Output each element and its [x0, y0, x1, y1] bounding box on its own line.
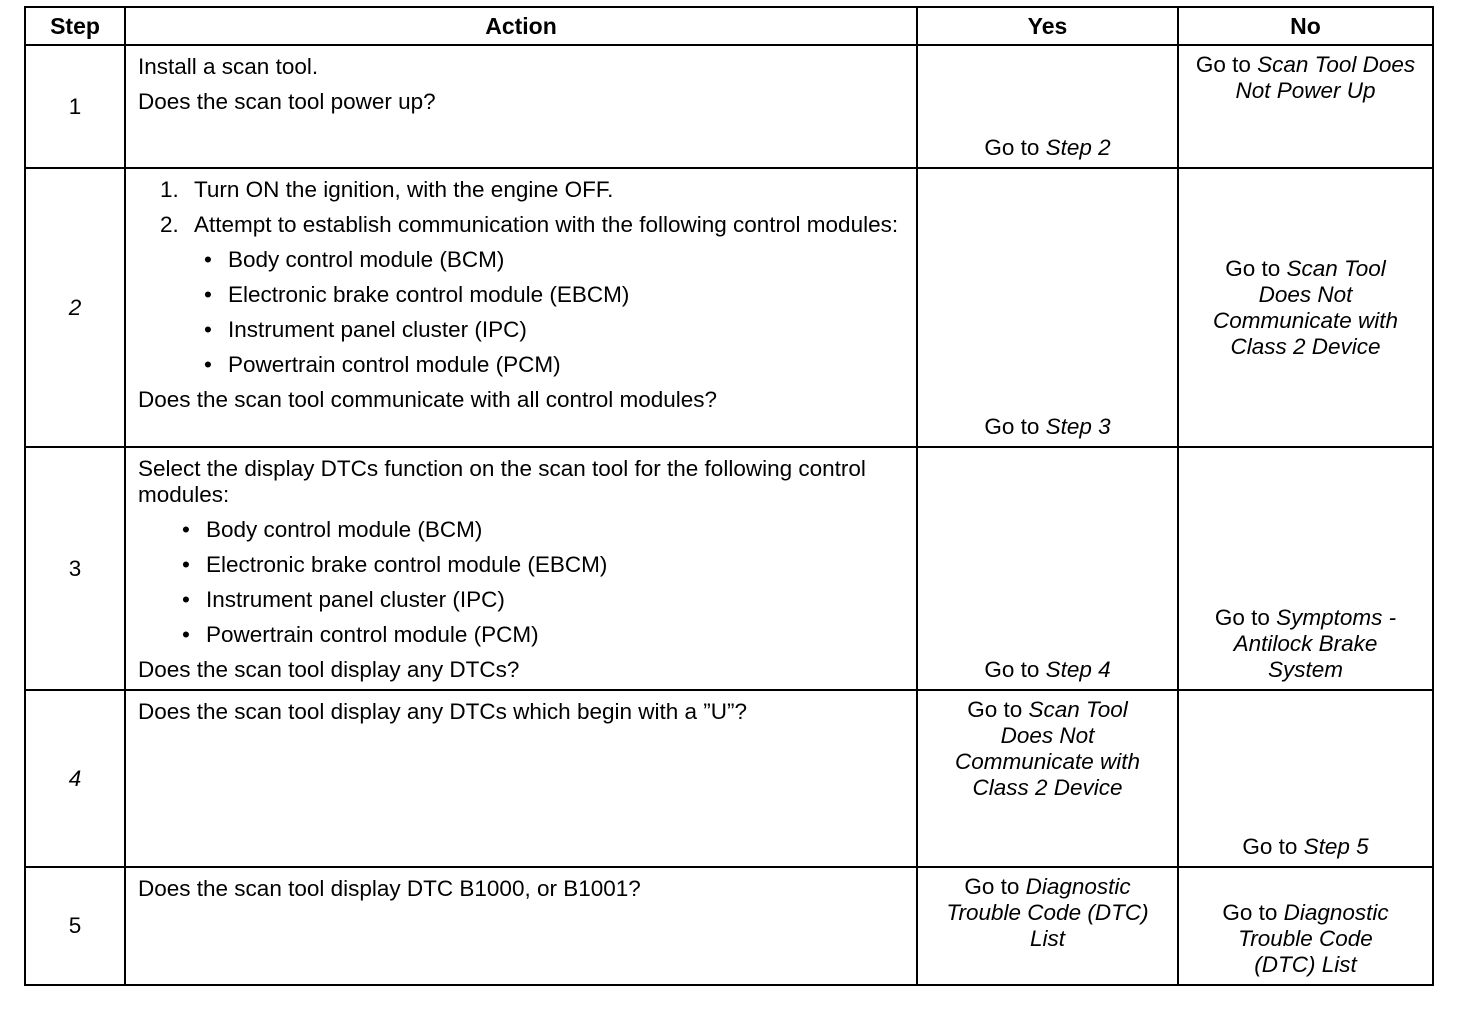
- bullet-item: [204, 282, 906, 308]
- yes-cell: [917, 45, 1178, 168]
- action-question: Does the scan tool power up?: [138, 89, 436, 114]
- diagnostic-table: [24, 6, 1434, 986]
- bullet-text: Powertrain control module (PCM): [228, 352, 561, 378]
- item-text: Attempt to establish communication with the following control modules:: [194, 212, 899, 238]
- header-row: [25, 7, 1433, 45]
- step-number: 1: [25, 45, 125, 168]
- bullet-icon: •: [182, 586, 190, 612]
- table-row: [25, 45, 1433, 168]
- bullet-icon: •: [204, 317, 212, 343]
- action-question: Does the scan tool display any DTCs which begin with a ”U”?: [138, 699, 748, 725]
- action-text: Select the display DTCs function on the scan tool for the following control modules:: [138, 455, 866, 507]
- bullet-text: Instrument panel cluster (IPC): [206, 586, 505, 612]
- action-question: Does the scan tool display any DTCs?: [138, 656, 520, 682]
- item-number: 1.: [160, 177, 179, 203]
- bullet-icon: •: [182, 516, 190, 542]
- bullet-item: [182, 622, 906, 648]
- bullet-item: [182, 552, 906, 578]
- bullet-item: [182, 517, 906, 543]
- yes-cell: [917, 690, 1178, 866]
- yes-ref: Step 2: [1045, 135, 1111, 161]
- header-action: Action: [125, 7, 917, 45]
- yes-ref: Step 4: [1045, 657, 1111, 683]
- bullet-icon: •: [204, 247, 212, 273]
- action-question: Does the scan tool communicate with all control modules?: [138, 387, 718, 413]
- bullet-text: Body control module (BCM): [206, 516, 483, 542]
- yes-prefix: Go to: [984, 413, 1040, 439]
- yes-ref: Scan Tool Does Not Communicate with Class 2 Device: [954, 697, 1141, 801]
- bullet-text: Instrument panel cluster (IPC): [228, 317, 527, 343]
- yes-prefix: Go to: [964, 873, 1020, 899]
- bullet-text: Powertrain control module (PCM): [206, 621, 539, 647]
- bullet-item: [204, 247, 906, 273]
- bullet-icon: •: [204, 282, 212, 308]
- no-cell: [1178, 447, 1433, 691]
- bullet-icon: •: [182, 621, 190, 647]
- bullet-item: [204, 352, 906, 378]
- bullet-text: Body control module (BCM): [228, 247, 505, 273]
- item-number: 2.: [160, 212, 179, 238]
- no-prefix: Go to: [1242, 833, 1298, 859]
- action-cell: [125, 690, 917, 866]
- no-prefix: Go to: [1195, 52, 1251, 77]
- bullet-item: [182, 587, 906, 613]
- no-prefix: Go to: [1225, 255, 1281, 281]
- step-number: 4: [25, 690, 125, 866]
- action-cell: [125, 45, 917, 168]
- bullet-icon: •: [204, 352, 212, 378]
- numbered-item: [160, 212, 906, 238]
- no-ref: Scan Tool Does Not Communicate with Class 2 Device: [1212, 255, 1399, 359]
- bullet-text: Electronic brake control module (EBCM): [228, 282, 630, 308]
- yes-prefix: Go to: [967, 697, 1023, 723]
- numbered-item: [160, 177, 906, 203]
- yes-ref: Step 3: [1045, 413, 1111, 439]
- yes-cell: [917, 447, 1178, 691]
- table-row: [25, 168, 1433, 447]
- no-ref: Scan Tool Does Not Power Up: [1235, 52, 1416, 103]
- no-ref: Symptoms - Antilock Brake System: [1233, 605, 1397, 683]
- yes-prefix: Go to: [984, 135, 1040, 161]
- yes-cell: [917, 867, 1178, 985]
- no-cell: [1178, 45, 1433, 168]
- step-number: 2: [25, 168, 125, 447]
- action-cell: [125, 447, 917, 691]
- step-number: 5: [25, 867, 125, 985]
- yes-cell: [917, 168, 1178, 447]
- no-cell: [1178, 168, 1433, 447]
- header-yes: Yes: [917, 7, 1178, 45]
- no-prefix: Go to: [1222, 900, 1278, 925]
- item-text: Turn ON the ignition, with the engine OFF.: [194, 177, 614, 203]
- table-row: [25, 867, 1433, 985]
- table-row: [25, 447, 1433, 691]
- bullet-item: [204, 317, 906, 343]
- yes-prefix: Go to: [984, 657, 1040, 683]
- action-cell: [125, 168, 917, 447]
- no-cell: [1178, 690, 1433, 866]
- step-number: 3: [25, 447, 125, 691]
- action-cell: [125, 867, 917, 985]
- action-question: Does the scan tool display DTC B1000, or B1001?: [138, 875, 641, 901]
- action-text: Install a scan tool.: [138, 54, 319, 79]
- yes-ref: Diagnostic Trouble Code (DTC) List: [946, 873, 1149, 951]
- bullet-text: Electronic brake control module (EBCM): [206, 551, 608, 577]
- table-row: [25, 690, 1433, 866]
- no-prefix: Go to: [1214, 605, 1270, 631]
- header-no: No: [1178, 7, 1433, 45]
- no-ref: Step 5: [1303, 833, 1369, 859]
- no-ref: Diagnostic Trouble Code (DTC) List: [1238, 900, 1389, 977]
- header-step: Step: [25, 7, 125, 45]
- bullet-icon: •: [182, 551, 190, 577]
- no-cell: [1178, 867, 1433, 985]
